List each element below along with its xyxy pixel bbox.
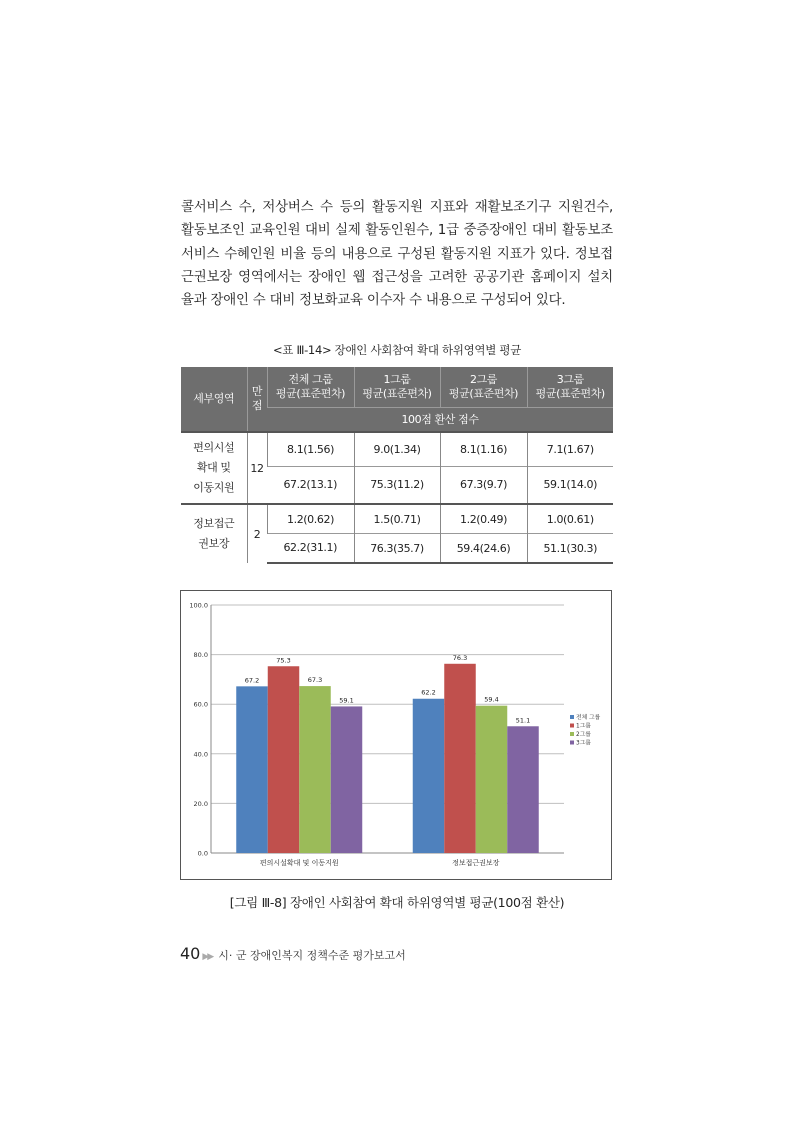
table-cell: 75.3(11.2)	[354, 466, 440, 504]
legend-label: 1그룹	[576, 723, 591, 730]
bar	[331, 706, 363, 853]
y-tick-label: 80.0	[193, 651, 208, 660]
data-label: 75.3	[276, 656, 291, 665]
bar	[476, 706, 508, 853]
row-max-cell: 2	[247, 504, 267, 563]
table-cell: 1.2(0.62)	[267, 504, 354, 534]
table-cell: 8.1(1.56)	[267, 432, 354, 466]
body-paragraph	[181, 196, 613, 312]
score-table	[181, 367, 613, 564]
table-cell: 62.2(31.1)	[267, 534, 354, 564]
header-group-all	[267, 367, 354, 408]
bar	[299, 686, 331, 853]
header-group-name: 3그룹	[556, 373, 584, 386]
row-area-cell	[181, 432, 247, 504]
row-max-cell: 12	[247, 432, 267, 504]
paragraph-line: 활동보조인 교육인원 대비 실제 활동인원수, 1급 중증장애인 대비 활동보조	[181, 223, 613, 239]
x-tick-label: 편의시설확대 및 이동지원	[259, 859, 339, 867]
header-group-name: 전체 그룹	[288, 373, 333, 386]
legend-swatch	[570, 724, 574, 728]
data-label: 76.3	[452, 653, 468, 662]
arrow-icon: ▶▶	[202, 952, 213, 962]
table-cell: 59.1(14.0)	[527, 466, 613, 504]
header-group-sub: 평균(표준편차)	[275, 387, 346, 400]
table-cell: 67.3(9.7)	[440, 466, 527, 504]
header-group-3	[527, 367, 613, 408]
table-cell: 59.4(24.6)	[440, 534, 527, 564]
row-area-line: 확대 및	[196, 461, 231, 474]
y-tick-label: 40.0	[193, 750, 208, 759]
table-cell: 8.1(1.16)	[440, 432, 527, 466]
legend-swatch	[570, 715, 574, 719]
page-footer	[180, 944, 406, 963]
header-max-text: 만점	[251, 385, 263, 412]
paragraph-line: 근권보장 영역에서는 장애인 웹 접근성을 고려한 공공기관 홈페이지 설치	[181, 269, 613, 285]
table-cell: 51.1(30.3)	[527, 534, 613, 564]
y-tick-label: 0.0	[197, 849, 208, 858]
table-cell: 9.0(1.34)	[354, 432, 440, 466]
table-cell: 7.1(1.67)	[527, 432, 613, 466]
header-group-sub: 평균(표준편차)	[448, 387, 519, 400]
paragraph-line: 서비스 수혜인원 비율 등의 내용으로 구성된 활동지원 지표가 있다. 정보접	[181, 246, 613, 262]
row-area-line: 권보장	[198, 537, 230, 550]
bar	[413, 699, 445, 853]
bar	[444, 664, 476, 853]
bar	[268, 666, 300, 853]
table-cell: 1.5(0.71)	[354, 504, 440, 534]
data-label: 59.4	[484, 695, 499, 704]
y-tick-label: 100.0	[189, 601, 208, 610]
x-tick-label: 정보접근권보장	[452, 859, 500, 867]
table-caption: <표 Ⅲ-14> 장애인 사회참여 확대 하위영역별 평균	[272, 343, 522, 357]
header-max	[247, 367, 267, 432]
data-label: 62.2	[421, 688, 436, 697]
data-label: 59.1	[339, 696, 354, 705]
header-converted: 100점 환산 점수	[267, 408, 613, 433]
row-area-line: 정보접근	[193, 517, 235, 530]
legend-swatch	[570, 732, 574, 736]
legend-label: 전체 그룹	[576, 715, 601, 721]
y-tick-label: 20.0	[193, 799, 208, 808]
header-group-name: 1그룹	[383, 373, 411, 386]
legend-label: 3그룹	[576, 740, 591, 747]
table-cell: 1.2(0.49)	[440, 504, 527, 534]
table-cell: 1.0(0.61)	[527, 504, 613, 534]
header-group-sub: 평균(표준편차)	[535, 387, 605, 400]
header-group-name: 2그룹	[469, 373, 498, 386]
table-cell: 67.2(13.1)	[267, 466, 354, 504]
data-label: 67.2	[244, 676, 260, 685]
bar	[236, 686, 268, 853]
row-area-cell	[181, 504, 247, 563]
header-group-sub: 평균(표준편차)	[362, 387, 432, 400]
data-label: 51.1	[515, 716, 531, 725]
y-tick-label: 60.0	[193, 700, 208, 709]
data-label: 67.3	[307, 676, 323, 685]
page-number: 40	[180, 944, 201, 963]
legend-label: 2그룹	[576, 732, 591, 738]
bar	[507, 726, 539, 853]
table-cell: 76.3(35.7)	[354, 534, 440, 564]
legend-swatch	[570, 741, 574, 745]
header-group-1	[354, 367, 440, 408]
paragraph-line: 콜서비스 수, 저상버스 수 등의 활동지원 지표와 재활보조기구 지원건수,	[181, 200, 613, 215]
header-area: 세부영역	[181, 367, 247, 432]
report-title: 시· 군 장애인복지 정책수준 평가보고서	[218, 949, 406, 962]
row-area-line: 편의시설	[193, 441, 235, 454]
bar-chart	[181, 591, 611, 879]
paragraph-line: 율과 장애인 수 대비 정보화교육 이수자 수 내용으로 구성되어 있다.	[181, 293, 566, 309]
row-area-line: 이동지원	[193, 481, 235, 494]
chart-figure	[180, 590, 612, 880]
header-group-2	[440, 367, 527, 408]
figure-caption: [그림 Ⅲ-8] 장애인 사회참여 확대 하위영역별 평균(100점 환산)	[229, 895, 565, 910]
